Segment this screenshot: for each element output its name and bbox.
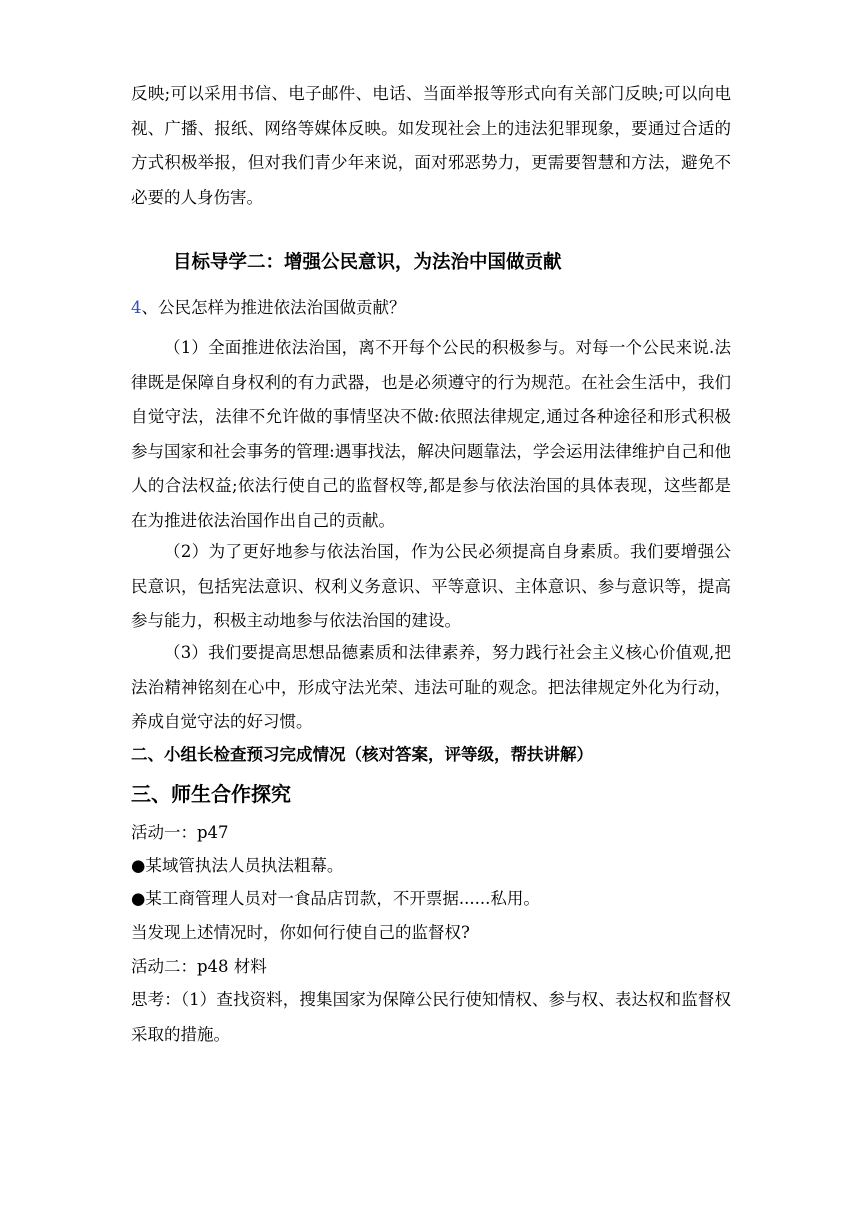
answer-3: （3）我们要提高思想品德素质和法律素养，努力践行社会主义核心价值观,把法治精神铭刻在心中，形成守法光荣、违法可耻的观念。把法律规定外化为行动，养成自觉守法的好习惯。 xyxy=(131,643,731,732)
activity-one-question: 当发现上述情况时，你如何行使自己的监督权? xyxy=(131,923,470,942)
activity-one-bullet-2: ●某工商管理人员对一食品店罚款，不开票据......私用。 xyxy=(131,889,540,908)
activity-one-title: 活动一：p47 xyxy=(131,823,229,842)
question-number: 4 xyxy=(131,298,142,317)
question-text: 、公民怎样为推进依法治国做贡献？ xyxy=(141,298,406,317)
activity-one-bullet-1: ●某域管执法人员执法粗幕。 xyxy=(131,856,344,875)
section-two-heading: 二、小组长检查预习完成情况（核对答案，评等级，帮扶讲解） xyxy=(131,745,593,764)
intro-paragraph: 反映;可以采用书信、电子邮件、电话、当面举报等形式向有关部门反映;可以向电视、广播、报纸、网络等媒体反映。如发现社会上的违法犯罪现象，要通过合适的方式积极举报，但对我们青少年来说，面对邪恶势力，更需要智慧和方法，避免不必要的人身伤害。 xyxy=(131,84,731,207)
goal-heading: 目标导学二：增强公民意识，为法治中国做贡献 xyxy=(173,252,562,273)
activity-two-think: 思考：（1）查找资料，搜集国家为保障公民行使知情权、参与权、表达权和监督权采取的措施。 xyxy=(131,990,731,1044)
section-three-heading: 三、师生合作探究 xyxy=(131,782,291,806)
answer-1: （1）全面推进依法治国，离不开每个公民的积极参与。对每一个公民来说.法律既是保障自身权利的有力武器，也是必须遵守的行为规范。在社会生活中，我们自觉守法，法律不允许做的事情坚决不做:依照法律规定,通过各种途径和形式积极参与国家和社会事务的管理:遇事找法，解决问题靠法，学会运用法律维护自己和他人的合法权益;依法行使自己的监督权等,都是参与依法治国的具体表现，这些都是在为推进依法治国作出自己的贡献。 xyxy=(131,338,731,530)
activity-two-title: 活动二：p48 材料 xyxy=(131,957,267,976)
question-line xyxy=(131,296,406,320)
answer-2: （2）为了更好地参与依法治国，作为公民必须提高自身素质。我们要增强公民意识，包括宪法意识、权利义务意识、平等意识、主体意识、参与意识等，提高参与能力，积极主动地参与依法治国的建设。 xyxy=(131,542,731,631)
